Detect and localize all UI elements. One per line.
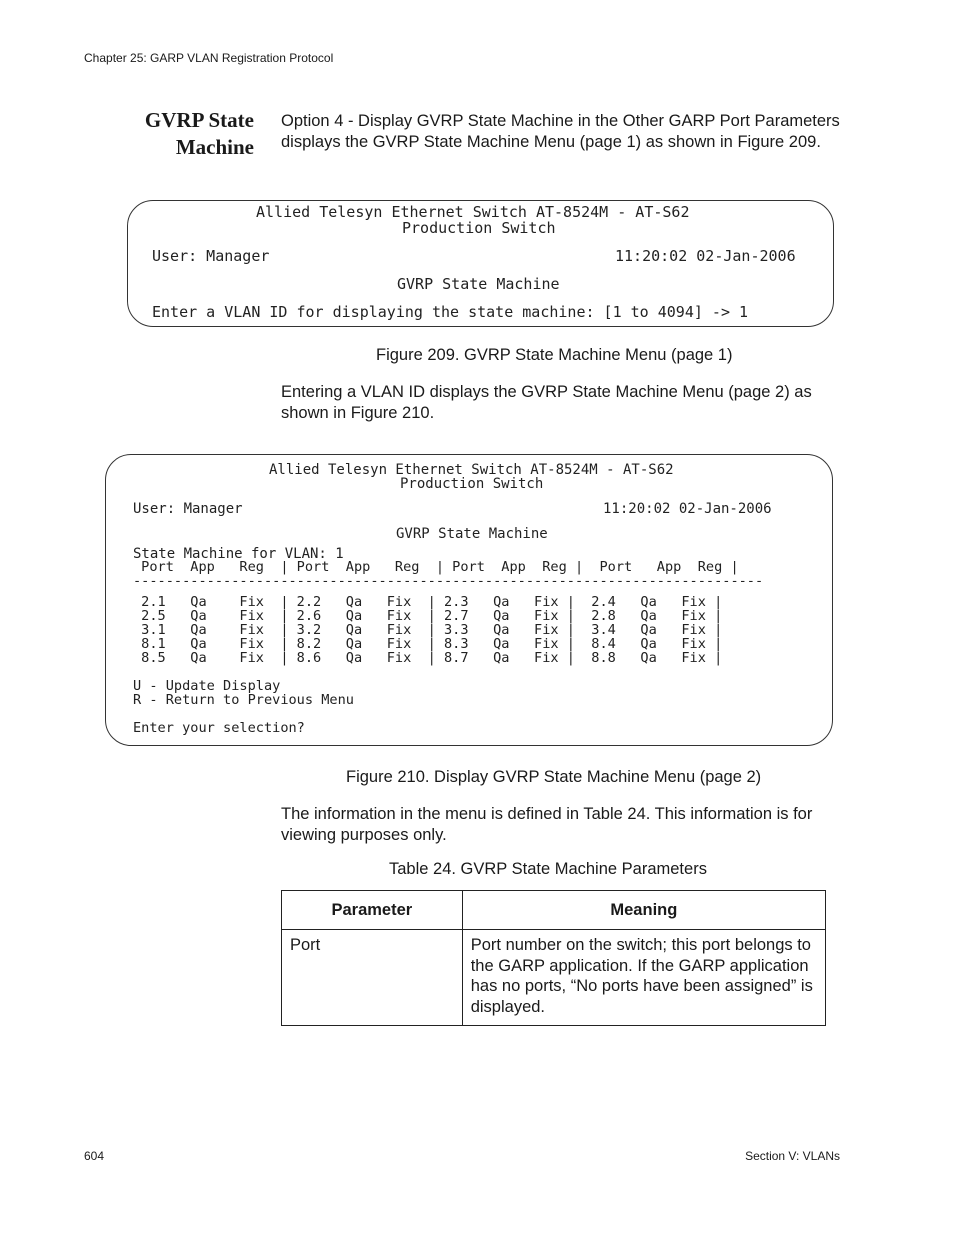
state-table-row: 2.1 Qa Fix | 2.2 Qa Fix | 2.3 Qa Fix | 2.4 Qa Fix |	[133, 594, 723, 610]
figure-209-caption: Figure 209. GVRP State Machine Menu (page 1)	[376, 346, 733, 364]
screen1-user: User: Manager	[152, 247, 270, 265]
section-heading-line1: GVRP State	[144, 108, 254, 132]
section-heading	[120, 107, 254, 161]
middle-paragraph: Entering a VLAN ID displays the GVRP State Machine Menu (page 2) as shown in Figure 210.	[281, 383, 812, 422]
screen1-datetime: 11:20:02 02-Jan-2006	[615, 247, 796, 265]
parameters-table	[281, 890, 826, 1026]
screen2-menu-title: GVRP State Machine	[396, 526, 548, 542]
menu-option-update: U - Update Display	[133, 678, 281, 694]
table-row	[282, 930, 826, 1026]
figure-210-caption: Figure 210. Display GVRP State Machine Menu (page 2)	[346, 768, 762, 786]
state-table-header: Port App Reg | Port App Reg | Port App Reg | Port App Reg |	[133, 559, 739, 575]
intro-paragraph: Option 4 - Display GVRP State Machine in the Other GARP Port Parameters displays the GVRP State Machine Menu (page 1) as shown in Figure 209.	[281, 112, 840, 151]
table-24-caption: Table 24. GVRP State Machine Parameters	[389, 860, 707, 878]
running-header: Chapter 25: GARP VLAN Registration Protocol	[84, 51, 334, 65]
cell-parameter: Port	[282, 930, 463, 1026]
footer-section: Section V: VLANs	[745, 1149, 840, 1163]
state-table-row: 8.1 Qa Fix | 8.2 Qa Fix | 8.3 Qa Fix | 8.4 Qa Fix |	[133, 636, 723, 652]
terminal-screen-page1	[127, 200, 834, 327]
menu-option-return: R - Return to Previous Menu	[133, 692, 354, 708]
info-paragraph: The information in the menu is defined in Table 24. This information is for viewing purposes only.	[281, 805, 813, 844]
screen1-prompt: Enter a VLAN ID for displaying the state machine: [1 to 4094] -> 1	[152, 303, 749, 321]
section-heading-line2: Machine	[175, 135, 254, 159]
screen2-subtitle: Production Switch	[400, 476, 544, 492]
page-number: 604	[84, 1149, 105, 1163]
screen1-subtitle: Production Switch	[402, 219, 556, 237]
state-table-row: 2.5 Qa Fix | 2.6 Qa Fix | 2.7 Qa Fix | 2.8 Qa Fix |	[133, 608, 723, 624]
state-table-row: 3.1 Qa Fix | 3.2 Qa Fix | 3.3 Qa Fix | 3.4 Qa Fix |	[133, 622, 723, 638]
state-table-separator: -----------------------------------------------------------------------------	[133, 573, 764, 589]
cell-meaning: Port number on the switch; this port belongs to the GARP application. If the GARP application has no ports, “No ports have been assigned” is displayed.	[462, 930, 825, 1026]
screen2-user: User: Manager	[133, 501, 243, 517]
column-header-meaning: Meaning	[462, 891, 825, 930]
terminal-screen-page2	[105, 454, 833, 746]
table-header-row	[282, 891, 826, 930]
screen1-title: Allied Telesyn Ethernet Switch AT-8524M - AT-S62	[256, 203, 690, 221]
state-table-row: 8.5 Qa Fix | 8.6 Qa Fix | 8.7 Qa Fix | 8.8 Qa Fix |	[133, 650, 723, 666]
screen2-title: Allied Telesyn Ethernet Switch AT-8524M - AT-S62	[269, 462, 674, 478]
screen2-vlan-line: State Machine for VLAN: 1	[133, 546, 344, 562]
screen2-prompt: Enter your selection?	[133, 720, 305, 736]
screen2-datetime: 11:20:02 02-Jan-2006	[603, 501, 772, 517]
column-header-parameter: Parameter	[282, 891, 463, 930]
screen1-menu-title: GVRP State Machine	[397, 275, 560, 293]
